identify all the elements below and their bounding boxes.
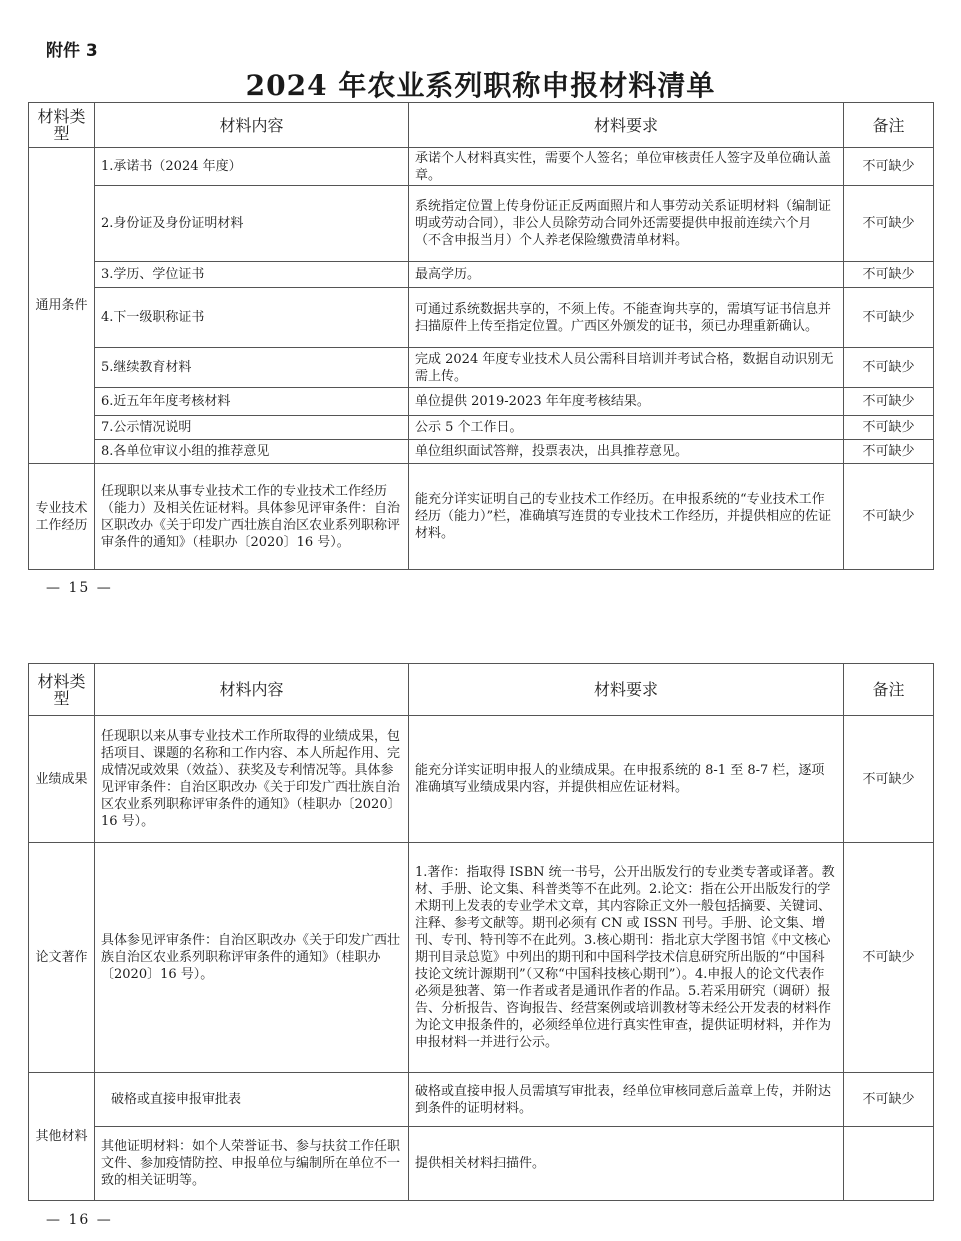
row-requirement: 最高学历。 [409,262,844,288]
attachment-label: 附件 3 [46,41,98,61]
group-papers-label: 论文著作 [29,843,95,1073]
row-content: 6.近五年年度考核材料 [95,388,409,416]
row-note: 不可缺少 [844,186,934,262]
table-header-row [29,664,934,716]
row-note: 不可缺少 [844,388,934,416]
row-content: 1.承诺书（2024 年度） [95,148,409,186]
header-requirement: 材料要求 [409,103,844,148]
row-note: 不可缺少 [844,716,934,843]
row-requirement: 承诺个人材料真实性，需要个人签名；单位审核责任人签字及单位确认盖章。 [409,148,844,186]
row-note [844,1127,934,1201]
table-row [29,262,934,288]
row-requirement: 系统指定位置上传身份证正反两面照片和人事劳动关系证明材料（编制证明或劳动合同），非公人员除劳动合同外还需要提供申报前连续六个月（不含申报当月）个人养老保险缴费清单材料。 [409,186,844,262]
row-note: 不可缺少 [844,288,934,348]
header-content: 材料内容 [95,103,409,148]
header-content: 材料内容 [95,664,409,716]
row-content-text: 破格或直接申报审批表 [111,1092,242,1107]
table-row [29,1073,934,1127]
group-other-label: 其他材料 [29,1073,95,1201]
table-row [29,716,934,843]
materials-table-1 [28,102,934,570]
row-note: 不可缺少 [844,416,934,440]
row-content [95,1073,409,1127]
row-note: 不可缺少 [844,1073,934,1127]
row-requirement: 提供相关材料扫描件。 [409,1127,844,1201]
row-content: 其他证明材料：如个人荣誉证书、参与扶贫工作任职文件、参加疫情防控、申报单位与编制所在单位不一致的相关证明等。 [95,1127,409,1201]
row-note: 不可缺少 [844,262,934,288]
table-row [29,186,934,262]
group-general-label: 通用条件 [29,148,95,464]
table-row [29,388,934,416]
row-requirement: 可通过系统数据共享的，不须上传。不能查询共享的，需填写证书信息并扫描原件上传至指定位置。广西区外颁发的证书，须已办理重新确认。 [409,288,844,348]
row-content: 4.下一级职称证书 [95,288,409,348]
row-requirement: 能充分详实证明申报人的业绩成果。在申报系统的 8-1 至 8-7 栏，逐项准确填写业绩成果内容，并提供相应佐证材料。 [409,716,844,843]
table-row [29,440,934,464]
table-row [29,416,934,440]
row-content: 7.公示情况说明 [95,416,409,440]
row-content: 3.学历、学位证书 [95,262,409,288]
row-content: 8.各单位审议小组的推荐意见 [95,440,409,464]
table-header-row [29,103,934,148]
row-requirement: 公示 5 个工作日。 [409,416,844,440]
row-content: 具体参见评审条件：自治区职改办《关于印发广西壮族自治区农业系列职称评审条件的通知》（桂职办〔2020〕16 号）。 [95,843,409,1073]
header-type: 材料类型 [29,103,95,148]
page-number: — 15 — [46,580,113,596]
row-content: 任现职以来从事专业技术工作的专业技术工作经历（能力）及相关佐证材料。具体参见评审条件：自治区职改办《关于印发广西壮族自治区农业系列职称评审条件的通知》（桂职办〔2020〕16 号）。 [95,464,409,570]
group-experience-label: 专业技术工作经历 [29,464,95,570]
row-content: 任现职以来从事专业技术工作所取得的业绩成果，包括项目、课题的名称和工作内容、本人所起作用、完成情况或效果（效益）、获奖及专利情况等。具体参见评审条件：自治区职改办《关于印发广西壮族自治区农业系列职称评审条件的通知》（桂职办〔2020〕16 号）。 [95,716,409,843]
table-row [29,348,934,388]
header-note: 备注 [844,664,934,716]
row-note: 不可缺少 [844,148,934,186]
group-achievement-label: 业绩成果 [29,716,95,843]
row-requirement: 单位组织面试答辩，投票表决，出具推荐意见。 [409,440,844,464]
header-note: 备注 [844,103,934,148]
header-requirement: 材料要求 [409,664,844,716]
table-row [29,148,934,186]
table-row [29,464,934,570]
row-content: 5.继续教育材料 [95,348,409,388]
table-row [29,288,934,348]
page-title: 2024 年农业系列职称申报材料清单 [245,69,716,102]
table-row [29,843,934,1073]
header-type: 材料类型 [29,664,95,716]
materials-table-2 [28,663,934,1201]
page-number: — 16 — [46,1212,113,1228]
row-note: 不可缺少 [844,843,934,1073]
table-row [29,1127,934,1201]
row-content: 2.身份证及身份证明材料 [95,186,409,262]
row-requirement: 破格或直接申报人员需填写审批表，经单位审核同意后盖章上传，并附达到条件的证明材料。 [409,1073,844,1127]
row-requirement: 能充分详实证明自己的专业技术工作经历。在申报系统的“专业技术工作经历（能力）”栏，准确填写连贯的专业技术工作经历，并提供相应的佐证材料。 [409,464,844,570]
row-note: 不可缺少 [844,464,934,570]
row-requirement: 单位提供 2019-2023 年年度考核结果。 [409,388,844,416]
row-note: 不可缺少 [844,348,934,388]
row-requirement: 1.著作：指取得 ISBN 统一书号，公开出版发行的专业类专著或译著。教材、手册、论文集、科普类等不在此列。2.论文：指在公开出版发行的学术期刊上发表的专业学术文章，其内容除正文外一般包括摘要、关键词、注释、参考文献等。期刊必须有 CN 或 ISSN 刊号。手册、论文集、增刊、专刊、特刊等不在此列。3.核心期刊：指北京大学图书馆《中文核心期刊目录总览》中列出的期刊和中国科学技术信息研究所出版的“中国科技论文统计源期刊”（又称“中国科技核心期刊”）。4.申报人的论文代表作必须是独著、第一作者或者是通讯作者的作品。5.若采用研究（调研）报告、分析报告、咨询报告、经营案例或培训教材等未经公开发表的材料作为论文申报条件的，必须经单位进行真实性审查，提供证明材料，并作为申报材料一并进行公示。 [409,843,844,1073]
row-note: 不可缺少 [844,440,934,464]
row-requirement: 完成 2024 年度专业技术人员公需科目培训并考试合格，数据自动识别无需上传。 [409,348,844,388]
